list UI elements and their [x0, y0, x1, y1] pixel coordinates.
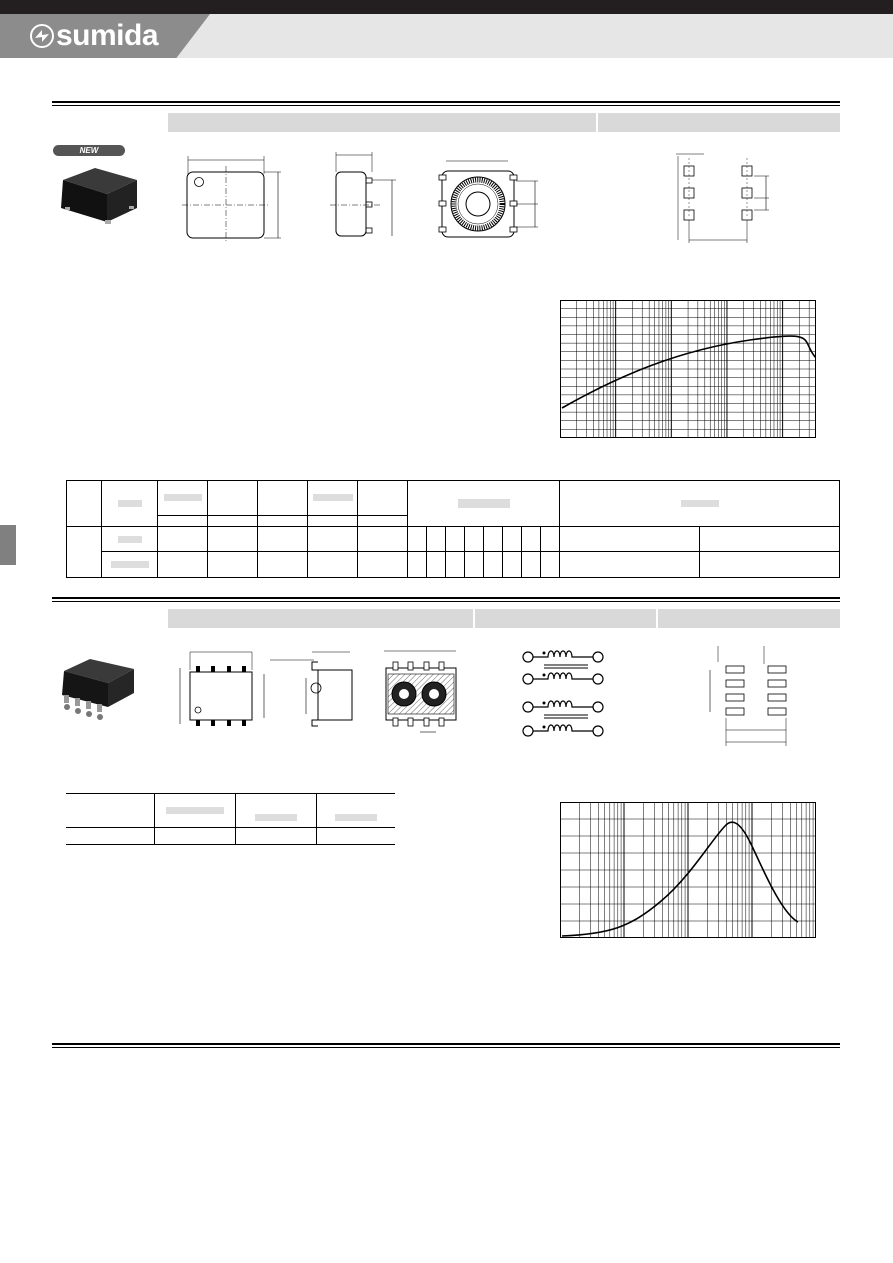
brand-name[interactable]: sumida	[56, 19, 159, 52]
table1-subheader-cell	[358, 515, 408, 526]
smd-common-mode-choke-photo	[58, 655, 140, 727]
new-badge: NEW	[53, 145, 125, 156]
table-cell	[408, 552, 427, 578]
table-cell	[236, 828, 317, 845]
table-cell	[158, 552, 208, 578]
table-cell	[503, 526, 522, 552]
table-cell	[158, 526, 208, 552]
table1-header-cell	[102, 481, 158, 527]
table-cell	[700, 526, 840, 552]
table-cell	[541, 552, 560, 578]
section2-rule-top	[52, 597, 840, 599]
table-cell	[155, 828, 236, 845]
table-cell	[358, 552, 408, 578]
side-view-drawing-2	[266, 648, 356, 728]
side-view-drawing	[330, 150, 405, 242]
table1-header-cell	[560, 481, 840, 527]
characteristic-graph-1	[560, 300, 816, 438]
table1-header-cell	[67, 481, 102, 527]
table-cell	[258, 526, 308, 552]
table2-header-cell	[155, 794, 236, 828]
section1-rule-bottom	[52, 105, 840, 106]
table-cell	[700, 552, 840, 578]
table-cell	[465, 552, 484, 578]
table-cell	[446, 552, 465, 578]
footer-rule-bottom	[52, 1047, 840, 1048]
table-cell	[484, 526, 503, 552]
section2-band-schematic	[475, 609, 656, 628]
spec-table-2	[66, 793, 395, 845]
sumida-logo-mark-icon	[30, 24, 54, 48]
table1-subheader-cell	[308, 515, 358, 526]
table1-subheader-cell	[158, 515, 208, 526]
characteristic-graph-2	[560, 802, 816, 938]
table-cell	[560, 526, 700, 552]
table1-header-cell	[408, 481, 560, 527]
table1-header-cell	[358, 481, 408, 516]
table-cell	[465, 526, 484, 552]
graph-curve	[562, 336, 816, 408]
table-cell	[560, 552, 700, 578]
table2-header-cell	[317, 794, 396, 828]
table1-row-label	[67, 526, 102, 577]
table2-header-cell	[236, 794, 317, 828]
table-cell	[427, 526, 446, 552]
table-cell	[308, 526, 358, 552]
schematic-drawing	[518, 645, 608, 741]
land-pattern-drawing-2	[700, 640, 800, 748]
table-cell	[484, 552, 503, 578]
table1-header-cell	[308, 481, 358, 516]
top-view-drawing-2	[176, 648, 268, 730]
land-pattern-drawing	[670, 148, 780, 246]
spec-table-1	[66, 480, 840, 578]
bottom-view-drawing	[436, 155, 546, 240]
table1-subheader-cell	[258, 515, 308, 526]
table-cell	[446, 526, 465, 552]
smd-power-inductor-photo	[55, 160, 145, 235]
section1-band-land-pattern	[598, 113, 840, 132]
table1-header-cell	[208, 481, 258, 516]
table-cell	[522, 552, 541, 578]
section1-band-dimensions	[168, 113, 596, 132]
section2-band-dimensions	[168, 609, 473, 628]
table-cell	[317, 828, 396, 845]
table1-row-label	[102, 526, 158, 552]
table-cell	[208, 526, 258, 552]
table1-header-cell	[158, 481, 208, 516]
table-cell	[66, 828, 155, 845]
table-cell	[358, 526, 408, 552]
table-cell	[208, 552, 258, 578]
section2-band-land-pattern	[658, 609, 840, 628]
table-cell	[427, 552, 446, 578]
top-bar	[0, 0, 893, 14]
bottom-view-drawing-2	[380, 648, 462, 734]
table1-header-cell	[258, 481, 308, 516]
table-cell	[503, 552, 522, 578]
footer-rule-top	[52, 1043, 840, 1045]
table-cell	[541, 526, 560, 552]
table-cell	[522, 526, 541, 552]
section1-rule-top	[52, 101, 840, 103]
graph-curve	[562, 822, 798, 936]
table-cell	[258, 552, 308, 578]
section2-rule-bottom	[52, 601, 840, 602]
table1-subheader-cell	[208, 515, 258, 526]
section-side-tab	[0, 525, 16, 565]
table-cell	[408, 526, 427, 552]
top-view-drawing	[180, 150, 290, 242]
table-cell	[308, 552, 358, 578]
table2-header-cell	[66, 794, 155, 828]
table1-row-label	[102, 552, 158, 578]
